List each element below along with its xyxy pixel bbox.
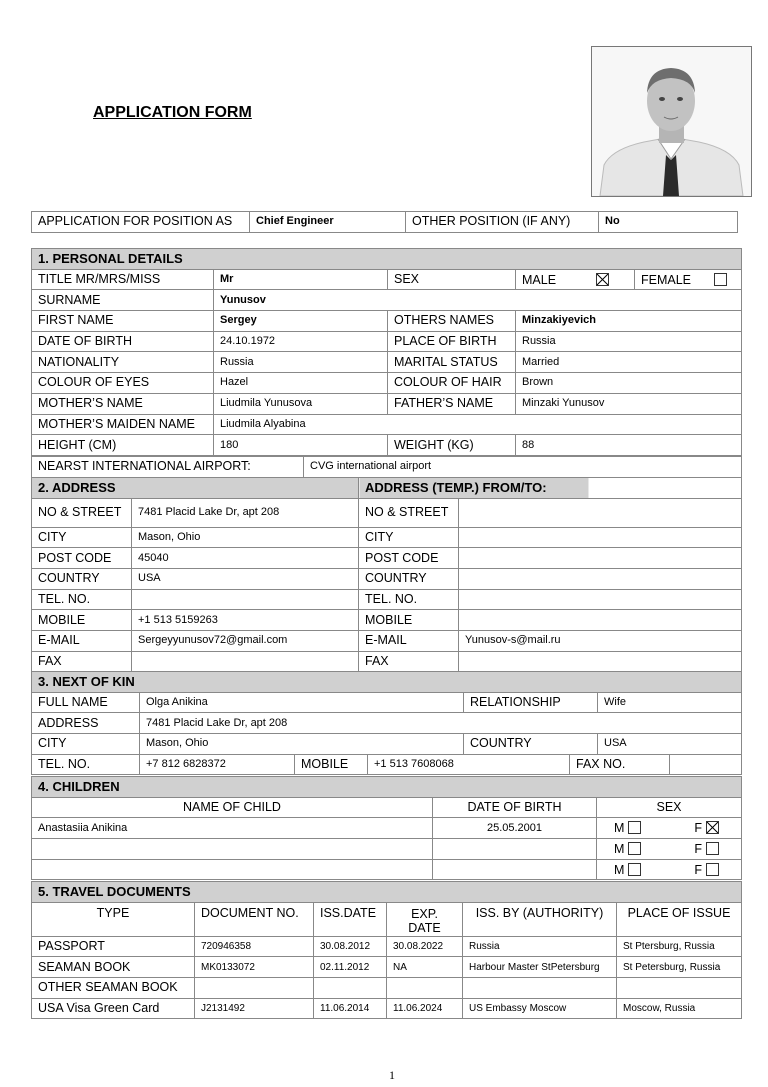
kin-fax-label: FAX NO. <box>570 754 670 775</box>
country-label: COUNTRY <box>32 569 132 590</box>
female-option[interactable] <box>635 269 742 290</box>
dob-value[interactable]: 24.10.1972 <box>214 331 388 352</box>
child-dob[interactable] <box>433 839 597 860</box>
temp-street-value[interactable] <box>459 498 742 527</box>
pob-label: PLACE OF BIRTH <box>388 331 516 352</box>
checked-x-icon <box>707 822 718 833</box>
post-label: POST CODE <box>32 548 132 569</box>
travel-documents-table <box>31 881 742 1019</box>
doc-number[interactable]: MK0133072 <box>195 957 314 978</box>
f-checkbox[interactable] <box>706 863 719 876</box>
temp-post-label: POST CODE <box>359 548 459 569</box>
doc-authority[interactable]: US Embassy Moscow <box>463 998 617 1019</box>
hair-value[interactable]: Brown <box>516 373 742 394</box>
doc-number[interactable] <box>195 978 314 999</box>
doc-place[interactable]: Moscow, Russia <box>617 998 742 1019</box>
m-checkbox[interactable] <box>628 863 641 876</box>
nationality-label: NATIONALITY <box>32 352 214 373</box>
kin-address-value[interactable]: 7481 Placid Lake Dr, apt 208 <box>140 713 742 734</box>
doc-iss-date[interactable]: 11.06.2014 <box>314 998 387 1019</box>
doc-iss-date[interactable]: 30.08.2012 <box>314 936 387 957</box>
father-label: FATHER’S NAME <box>388 393 516 414</box>
dob-label: DATE OF BIRTH <box>32 331 214 352</box>
kin-city-value[interactable]: Mason, Ohio <box>140 734 464 755</box>
kin-city-label: CITY <box>32 734 140 755</box>
position-label: APPLICATION FOR POSITION AS <box>32 212 250 233</box>
child-sex-m[interactable] <box>614 821 641 835</box>
authority-header: ISS. BY (AUTHORITY) <box>463 902 617 936</box>
temp-street-label: NO & STREET <box>359 498 459 527</box>
doc-type: OTHER SEAMAN BOOK <box>32 978 195 999</box>
title-label: TITLE MR/MRS/MISS <box>32 269 214 290</box>
tel-label: TEL. NO. <box>32 589 132 610</box>
height-value[interactable]: 180 <box>214 435 388 456</box>
type-header: TYPE <box>32 902 195 936</box>
doc-type: PASSPORT <box>32 936 195 957</box>
doc-place[interactable]: St Ptersburg, Russia <box>617 936 742 957</box>
children-table <box>31 776 742 880</box>
doc-authority[interactable] <box>463 978 617 999</box>
temp-email-value[interactable]: Yunusov-s@mail.ru <box>459 631 742 652</box>
airport-table <box>31 456 742 478</box>
f-label: F <box>694 841 703 856</box>
temp-city-value[interactable] <box>459 527 742 548</box>
mobile-value[interactable]: +1 513 5159263 <box>132 610 359 631</box>
tel-value[interactable] <box>132 589 359 610</box>
mother-value[interactable]: Liudmila Yunusova <box>214 393 388 414</box>
male-option[interactable] <box>516 269 635 290</box>
doc-place[interactable] <box>617 978 742 999</box>
iss-date-header: ISS.DATE <box>314 902 387 936</box>
maiden-label: MOTHER’S MAIDEN NAME <box>32 414 214 435</box>
others-names-value[interactable]: Minzakiyevich <box>516 311 742 332</box>
child-dob-header: DATE OF BIRTH <box>433 797 597 818</box>
surname-label: SURNAME <box>32 290 214 311</box>
doc-authority[interactable]: Harbour Master StPetersburg <box>463 957 617 978</box>
eyes-value[interactable]: Hazel <box>214 373 388 394</box>
country-value[interactable]: USA <box>132 569 359 590</box>
checked-x-icon <box>597 274 608 285</box>
mobile-label: MOBILE <box>32 610 132 631</box>
doc-exp-date[interactable]: 30.08.2022 <box>387 936 463 957</box>
temp-email-label: E-MAIL <box>359 631 459 652</box>
m-checkbox[interactable] <box>628 842 641 855</box>
pob-value[interactable]: Russia <box>516 331 742 352</box>
doc-number[interactable]: 720946358 <box>195 936 314 957</box>
doc-no-header: DOCUMENT NO. <box>195 902 314 936</box>
document-row <box>32 978 742 999</box>
doc-exp-date[interactable]: NA <box>387 957 463 978</box>
kin-name-value[interactable]: Olga Anikina <box>140 692 464 713</box>
female-checkbox[interactable] <box>714 273 727 286</box>
child-name-header: NAME OF CHILD <box>32 797 433 818</box>
female-label: FEMALE <box>641 272 692 287</box>
first-name-label: FIRST NAME <box>32 311 214 332</box>
child-sex-f[interactable] <box>694 863 719 877</box>
f-checkbox[interactable] <box>706 842 719 855</box>
position-table <box>31 211 738 233</box>
mother-label: MOTHER’S NAME <box>32 393 214 414</box>
hair-label: COLOUR OF HAIR <box>388 373 516 394</box>
temp-mobile-label: MOBILE <box>359 610 459 631</box>
child-sex-f[interactable] <box>694 842 719 856</box>
maiden-value[interactable]: Liudmila Alyabina <box>214 414 742 435</box>
street-value[interactable]: 7481 Placid Lake Dr, apt 208 <box>132 498 359 527</box>
child-sex-f[interactable] <box>694 821 719 835</box>
temp-fax-value[interactable] <box>459 651 742 672</box>
f-label: F <box>694 862 703 877</box>
temp-post-value[interactable] <box>459 548 742 569</box>
kin-country-label: COUNTRY <box>464 734 598 755</box>
city-value[interactable]: Mason, Ohio <box>132 527 359 548</box>
child-sex-m[interactable] <box>614 863 641 877</box>
doc-iss-date[interactable] <box>314 978 387 999</box>
f-label: F <box>694 821 703 836</box>
doc-authority[interactable]: Russia <box>463 936 617 957</box>
m-label: M <box>614 821 625 836</box>
airport-label: NEARST INTERNATIONAL AIRPORT: <box>32 457 304 478</box>
child-dob[interactable]: 25.05.2001 <box>433 818 597 839</box>
child-row <box>32 839 742 860</box>
email-value[interactable]: Sergeyyunusov72@gmail.com <box>132 631 359 652</box>
city-label: CITY <box>32 527 132 548</box>
marital-value[interactable]: Married <box>516 352 742 373</box>
m-label: M <box>614 862 625 877</box>
m-label: M <box>614 841 625 856</box>
document-row <box>32 936 742 957</box>
page-number: 1 <box>389 1068 395 1082</box>
male-checkbox[interactable] <box>596 273 609 286</box>
height-label: HEIGHT (CM) <box>32 435 214 456</box>
doc-exp-date[interactable]: 11.06.2024 <box>387 998 463 1019</box>
document-row <box>32 998 742 1019</box>
personal-details-table <box>31 248 742 456</box>
email-label: E-MAIL <box>32 631 132 652</box>
title-value[interactable]: Mr <box>214 269 388 290</box>
kin-tel-label: TEL. NO. <box>32 754 140 775</box>
kin-rel-label: RELATIONSHIP <box>464 692 598 713</box>
fax-label: FAX <box>32 651 132 672</box>
doc-type: SEAMAN BOOK <box>32 957 195 978</box>
f-checkbox[interactable] <box>706 821 719 834</box>
temp-city-label: CITY <box>359 527 459 548</box>
address-heading: 2. ADDRESS <box>32 478 359 499</box>
weight-value[interactable]: 88 <box>516 435 742 456</box>
next-of-kin-table <box>31 671 742 775</box>
personal-details-heading: 1. PERSONAL DETAILS <box>32 249 742 270</box>
child-name[interactable]: Anastasiia Anikina <box>32 818 433 839</box>
surname-value[interactable]: Yunusov <box>214 290 742 311</box>
doc-type: USA Visa Green Card <box>32 998 195 1019</box>
portrait-image <box>592 47 751 196</box>
other-position-value[interactable]: No <box>599 212 738 233</box>
post-value[interactable]: 45040 <box>132 548 359 569</box>
sex-label: SEX <box>388 269 516 290</box>
children-heading: 4. CHILDREN <box>32 777 742 798</box>
m-checkbox[interactable] <box>628 821 641 834</box>
address-table <box>31 477 742 673</box>
travel-documents-heading: 5. TRAVEL DOCUMENTS <box>32 882 742 903</box>
weight-label: WEIGHT (KG) <box>388 435 516 456</box>
kin-fax-value[interactable] <box>670 754 742 775</box>
temp-country-value[interactable] <box>459 569 742 590</box>
doc-exp-date[interactable] <box>387 978 463 999</box>
exp-date-header: EXP. DATE <box>387 902 463 936</box>
doc-iss-date[interactable]: 02.11.2012 <box>314 957 387 978</box>
kin-address-label: ADDRESS <box>32 713 140 734</box>
eyes-label: COLOUR OF EYES <box>32 373 214 394</box>
temp-fax-label: FAX <box>359 651 459 672</box>
other-position-label: OTHER POSITION (IF ANY) <box>406 212 599 233</box>
kin-country-value[interactable]: USA <box>598 734 742 755</box>
first-name-value[interactable]: Sergey <box>214 311 388 332</box>
child-sex-header: SEX <box>597 797 742 818</box>
kin-tel-value[interactable]: +7 812 6828372 <box>140 754 295 775</box>
child-sex-m[interactable] <box>614 842 641 856</box>
kin-name-label: FULL NAME <box>32 692 140 713</box>
place-header: PLACE OF ISSUE <box>617 902 742 936</box>
marital-label: MARITAL STATUS <box>388 352 516 373</box>
page-title: APPLICATION FORM <box>93 104 252 121</box>
kin-mobile-value[interactable]: +1 513 7608068 <box>368 754 570 775</box>
child-name[interactable] <box>32 859 433 880</box>
doc-number[interactable]: J2131492 <box>195 998 314 1019</box>
document-row <box>32 957 742 978</box>
kin-rel-value[interactable]: Wife <box>598 692 742 713</box>
temp-tel-value[interactable] <box>459 589 742 610</box>
nationality-value[interactable]: Russia <box>214 352 388 373</box>
temp-mobile-value[interactable] <box>459 610 742 631</box>
male-label: MALE <box>522 272 557 287</box>
temp-tel-label: TEL. NO. <box>359 589 459 610</box>
child-row <box>32 818 742 839</box>
temp-country-label: COUNTRY <box>359 569 459 590</box>
fax-value[interactable] <box>132 651 359 672</box>
position-value[interactable]: Chief Engineer <box>250 212 406 233</box>
airport-value[interactable]: CVG international airport <box>304 457 742 478</box>
child-name[interactable] <box>32 839 433 860</box>
child-dob[interactable] <box>433 859 597 880</box>
others-names-label: OTHERS NAMES <box>388 311 516 332</box>
applicant-photo <box>591 46 752 197</box>
father-value[interactable]: Minzaki Yunusov <box>516 393 742 414</box>
child-row <box>32 859 742 880</box>
street-label: NO & STREET <box>32 498 132 527</box>
temp-address-heading: ADDRESS (TEMP.) FROM/TO: <box>359 478 742 499</box>
kin-mobile-label: MOBILE <box>295 754 368 775</box>
next-of-kin-heading: 3. NEXT OF KIN <box>32 672 742 693</box>
doc-place[interactable]: St Petersburg, Russia <box>617 957 742 978</box>
